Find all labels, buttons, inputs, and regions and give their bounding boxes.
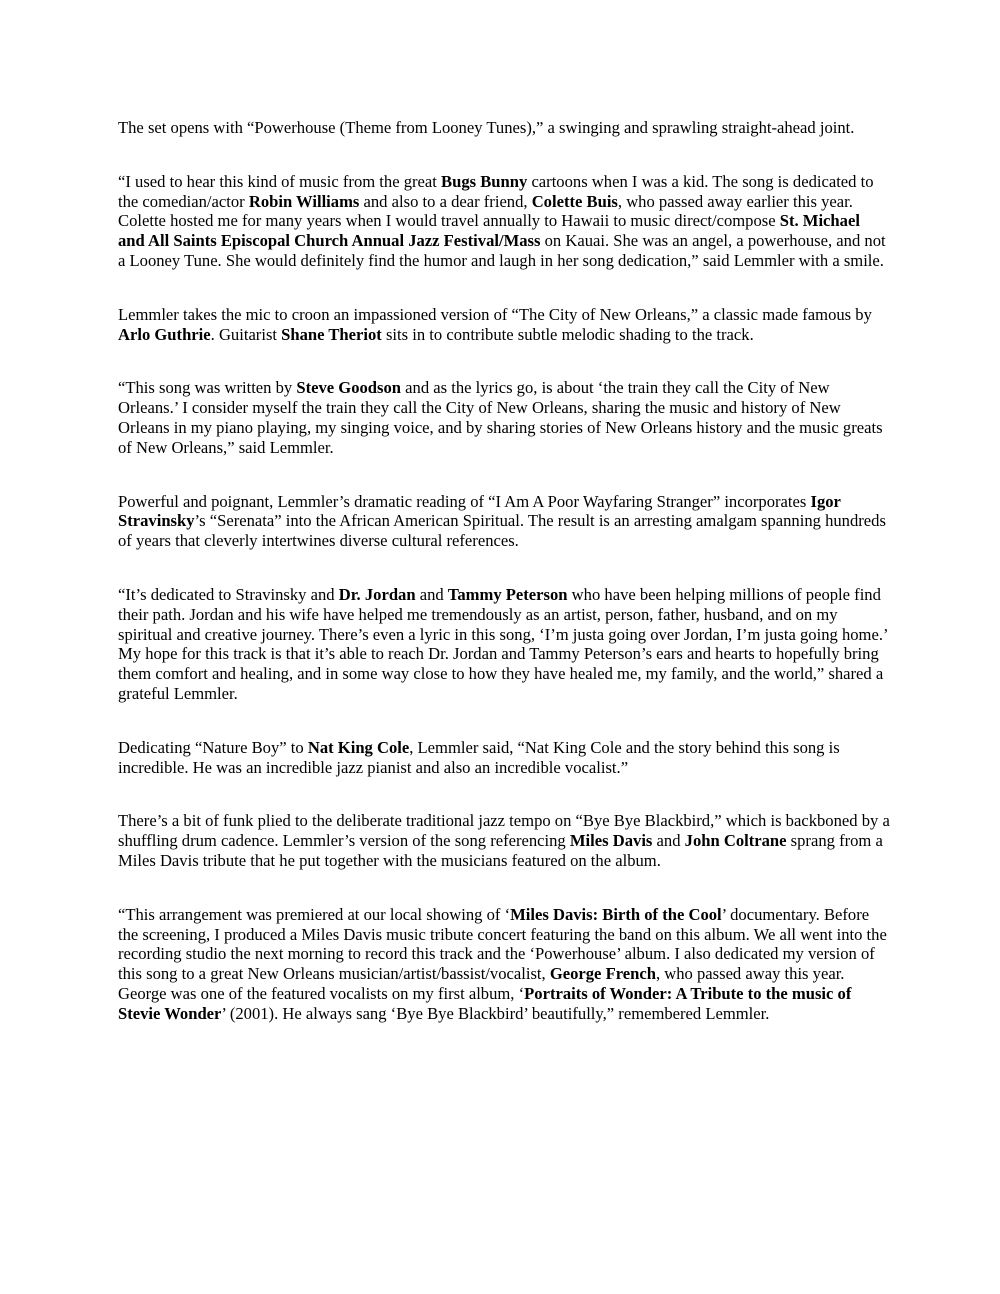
- paragraph: [118, 738, 890, 778]
- text-run: ’ documentary. Before the screening, I produced a Miles Davis music tribute concert featuring the band on this album. We all went into the recording studio the next morning to record this track and the ‘Powerhouse’ album. I also dedicated my version of this song to a great New Orleans musician/artist/bassist/vocalist,: [118, 904, 887, 984]
- text-run: There’s a bit of funk plied to the deliberate traditional jazz tempo on “Bye Bye Blackbird,” which is backboned by a shuffling drum cadence. Lemmler’s version of the song referencing: [118, 811, 890, 851]
- text-run: and also to a dear friend,: [359, 191, 532, 211]
- text-run: ’ (2001). He always sang ‘Bye Bye Blackbird’ beautifully,” remembered Lemmler.: [221, 1003, 770, 1023]
- bold-name: Robin Williams: [248, 191, 360, 211]
- text-run: and: [652, 831, 685, 851]
- bold-name: Portraits of Wonder: A Tribute to the music of Stevie Wonder: [118, 983, 852, 1023]
- paragraph: [118, 118, 890, 138]
- bold-name: Dr. Jordan: [338, 584, 416, 604]
- text-run: “This arrangement was premiered at our local showing of ‘: [118, 904, 511, 924]
- paragraph: [118, 492, 890, 551]
- text-run: sits in to contribute subtle melodic shading to the track.: [381, 324, 754, 344]
- paragraph: [118, 585, 890, 704]
- paragraph: [118, 172, 890, 271]
- text-run: “I used to hear this kind of music from the great: [118, 171, 442, 191]
- article-body: [118, 118, 890, 1058]
- paragraph: [118, 905, 890, 1024]
- bold-name: Igor Stravinsky: [118, 491, 841, 531]
- text-run: Powerful and poignant, Lemmler’s dramatic reading of “I Am A Poor Wayfaring Stranger” incorporates: [118, 491, 811, 511]
- bold-name: Miles Davis: [569, 831, 653, 851]
- text-run: and: [415, 584, 448, 604]
- bold-name: Colette Buis: [531, 191, 618, 211]
- text-run: cartoons when I was a kid. The song is dedicated to the comedian/actor: [118, 171, 874, 211]
- bold-name: Arlo Guthrie: [118, 324, 211, 344]
- text-run: “It’s dedicated to Stravinsky and: [118, 584, 339, 604]
- bold-name: Shane Theriot: [281, 324, 382, 344]
- bold-name: Steve Goodson: [296, 378, 402, 398]
- bold-name: George French: [549, 964, 656, 984]
- text-run: . Guitarist: [210, 324, 282, 344]
- bold-name: John Coltrane: [684, 831, 787, 851]
- text-run: who have been helping millions of people find their path. Jordan and his wife have helped me tremendously as an artist, person, father, husband, and on my spiritual and creative journey. There’s even a lyric in this song, ‘I’m justa going over Jordan, I’m justa going home.’ My hope for this track is that it’s able to reach Dr. Jordan and Tammy Peterson’s ears and hearts to hopefully bring them comfort and healing, and in some way close to how they have healed me, my family, and the world,” shared a grateful Lemmler.: [118, 584, 888, 703]
- text-run: Dedicating “Nature Boy” to: [118, 737, 308, 757]
- paragraph: [118, 305, 890, 345]
- text-run: “This song was written by: [118, 378, 297, 398]
- text-run: Lemmler takes the mic to croon an impassioned version of “The City of New Orleans,” a classic made famous by: [118, 304, 872, 324]
- bold-name: Miles Davis: Birth of the Cool: [510, 904, 722, 924]
- text-run: ’s “Serenata” into the African American Spiritual. The result is an arresting amalgam spanning hundreds of years that cleverly intertwines diverse cultural references.: [118, 511, 886, 551]
- text-run: and as the lyrics go, is about ‘the train they call the City of New Orleans.’ I consider myself the train they call the City of New Orleans, sharing the music and history of New Orleans in my piano playing, my singing voice, and by sharing stories of New Orleans history and the music greats of New Orleans,” said Lemmler.: [118, 378, 883, 457]
- text-run: , Lemmler said, “Nat King Cole and the story behind this song is incredible. He was an incredible jazz pianist and also an incredible vocalist.”: [118, 737, 840, 777]
- text-run: on Kauai. She was an angel, a powerhouse, and not a Looney Tune. She would definitely find the humor and laugh in her song dedication,” said Lemmler with a smile.: [118, 231, 886, 270]
- text-run: The set opens with “Powerhouse (Theme from Looney Tunes),” a swinging and sprawling straight-ahead joint.: [118, 118, 855, 137]
- paragraph: [118, 811, 890, 870]
- paragraph: [118, 378, 890, 457]
- text-run: , who passed away this year. George was one of the featured vocalists on my first album, ‘: [118, 964, 845, 1003]
- bold-name: St. Michael and All Saints Episcopal Church Annual Jazz Festival/Mass: [118, 211, 860, 251]
- text-run: sprang from a Miles Davis tribute that he put together with the musicians featured on the album.: [118, 831, 883, 870]
- bold-name: Tammy Peterson: [447, 584, 568, 604]
- bold-name: Bugs Bunny: [441, 171, 528, 191]
- text-run: , who passed away earlier this year. Colette hosted me for many years when I would travel annually to Hawaii to music direct/compose: [118, 191, 853, 231]
- bold-name: Nat King Cole: [307, 737, 410, 757]
